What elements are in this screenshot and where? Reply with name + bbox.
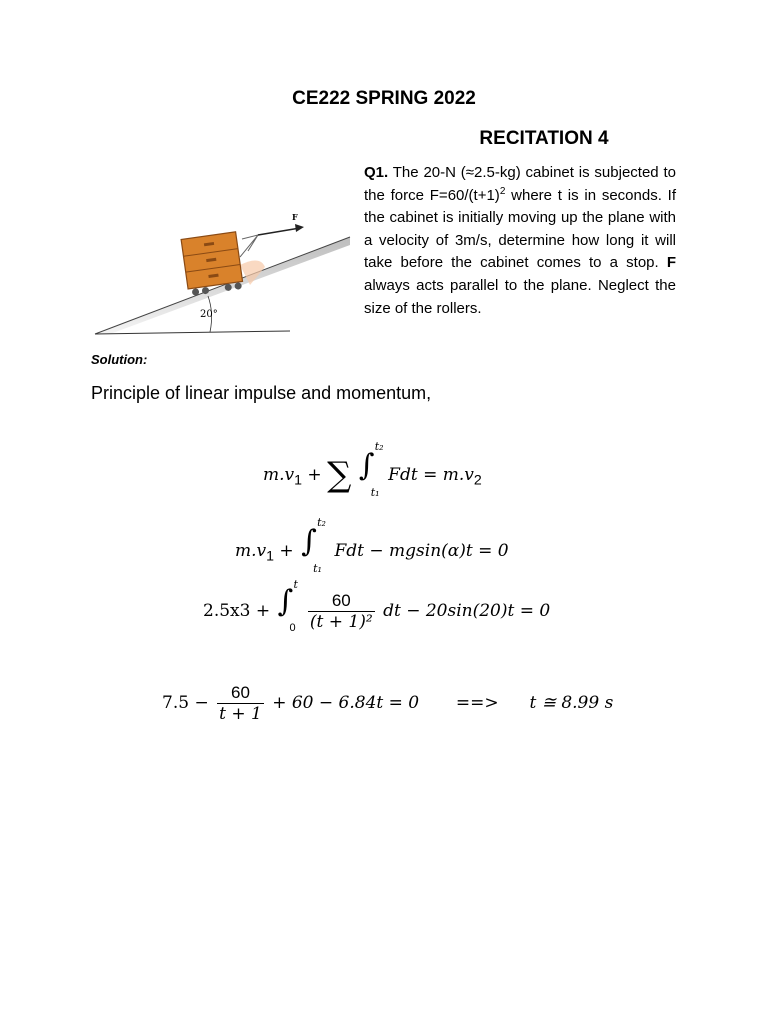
equation-4: 7.5 − $\frac{60}{t + 1}$ + 60 − 6.84t = 0 ==> t ≅ 8.99 s xyxy=(162,683,614,724)
sum-symbol: ∑ xyxy=(327,455,352,495)
angle-label: 20° xyxy=(200,309,218,320)
integral-symbol: ∫ xyxy=(358,448,375,483)
problem-statement xyxy=(364,162,676,320)
recitation-title: RECITATION 4 xyxy=(479,128,609,149)
result: t ≅ 8.99 s xyxy=(529,693,614,713)
exponent: 2 xyxy=(499,185,506,197)
force-arrow xyxy=(258,228,300,235)
question-label: Q1. xyxy=(364,164,389,181)
integral-symbol: ∫ xyxy=(301,524,317,559)
fraction: $\frac{60}{\text{(t + 1)²}}$ xyxy=(309,591,373,632)
principle-text: Principle of linear impulse and momentum, xyxy=(91,383,432,403)
equation-2: $m.v_1$ + ∫ t₂ t₁ Fdt − mgsin(α)t = 0 xyxy=(235,516,509,575)
implies-arrow: ==> xyxy=(455,693,499,713)
force-arrowhead xyxy=(295,224,304,232)
equation-1: $m.v_1$ + ∑ ∫ t₂ t₁ Fdt = $m.v_2$ xyxy=(263,440,482,499)
force-symbol: F xyxy=(666,254,676,272)
fraction: $\frac{60}{t + 1}$ xyxy=(219,683,262,724)
integral-symbol: ∫ xyxy=(277,584,294,619)
problem-text-3: always acts parallel to the plane. Neglect the size of the rollers. xyxy=(364,276,676,317)
force-label: F xyxy=(292,212,298,222)
cabinet-incline-figure xyxy=(90,205,355,345)
problem-text-2: where t is in seconds. If the cabinet is initially moving up the plane with a velocity of 3m/s, determine how long it will take before the cabinet comes to a stop. xyxy=(364,186,676,272)
ground-line xyxy=(95,331,290,334)
solution-label: Solution: xyxy=(91,352,148,367)
equation-3: 2.5x3 + ∫ t 0 $\frac{60}{\text{(t + 1)²}}$ dt − 20sin(20)t = 0 xyxy=(203,578,551,634)
rope xyxy=(240,235,258,257)
problem-text-1: The 20-N (≈2.5-kg) cabinet is subjected to the force F=60/(t+1) xyxy=(364,164,676,204)
course-title: CE222 SPRING 2022 xyxy=(292,88,476,109)
